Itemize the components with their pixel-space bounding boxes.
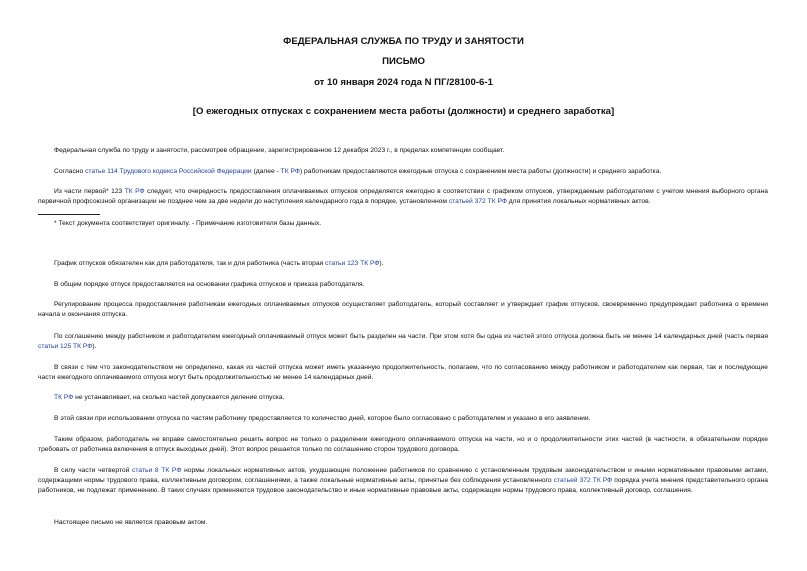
link-article-8-tk[interactable]: статьи 8 ТК РФ bbox=[132, 467, 182, 474]
paragraph-division-agreement bbox=[38, 332, 768, 352]
text: для принятия локальных нормативных актов. bbox=[506, 198, 651, 205]
link-article-123-tk[interactable]: статьи 123 ТК РФ bbox=[325, 260, 380, 267]
footnote-divider bbox=[38, 214, 100, 215]
text: порядка учета мнения представительного органа работников, не подлежат применению. В таких случаях применяются трудовое законодательство и иные нормативные правовые акты, содержащие нормы трудового права, коллективный договор, соглашения. bbox=[38, 477, 769, 494]
text: ). bbox=[379, 260, 384, 267]
paragraph-general-order: В общем порядке отпуск предоставляется на основании графика отпусков и приказа работодателя. bbox=[54, 281, 365, 288]
link-article-372-tk[interactable]: статьей 372 ТК РФ bbox=[553, 477, 613, 484]
document-type: ПИСЬМО bbox=[382, 56, 425, 67]
text: Из части первой* 123 bbox=[54, 188, 125, 195]
text: ). bbox=[92, 343, 97, 350]
paragraph-parts-duration: В связи с тем что законодательством не определено, какая из частей отпуска может иметь указанную продолжительность, полагаем, что по согласованию между работником и работодателем как первая, так и последующие части ежегодного оплачиваемого отпуска могут быть продолжительностью не менее 14 календарных дней. bbox=[38, 364, 768, 381]
text: следует, что очередность предоставления оплачиваемых отпусков определяется ежегодно в соответствии с графиком отпусков, утверждаемым работодателем с учетом мнения выборного органа первичной профсоюзной организации не позднее чем за две недели до наступления календарного года в порядке, установленном bbox=[38, 188, 769, 205]
paragraph-regulation: Регулирование процесса предоставления работникам ежегодных оплачиваемых отпусков осуществляет работодатель, который составляет и утверждает график отпусков, своевременно предупреждает работника о времени начала и окончания отпуска. bbox=[38, 301, 768, 318]
text: По соглашению между работником и работодателем ежегодный оплачиваемый отпуск может быть разделен на части. При этом хотя бы одна из частей этого отпуска должна быть не менее 14 календарных дней (часть первая bbox=[54, 333, 768, 340]
paragraph-parts-count bbox=[38, 393, 768, 403]
text: (далее - bbox=[251, 168, 281, 175]
text: Согласно bbox=[54, 168, 86, 175]
paragraph-local-acts bbox=[38, 466, 768, 496]
text: не устанавливает, на сколько частей допускается деление отпуска. bbox=[73, 394, 285, 401]
link-article-372-tk[interactable]: статьей 372 ТК РФ bbox=[448, 198, 507, 205]
paragraph-article-114 bbox=[38, 167, 768, 177]
footnote: * Текст документа соответствует оригиналу. - Примечание изготовителя базы данных. bbox=[54, 220, 322, 227]
link-article-114-tk[interactable]: статье 114 Трудового кодекса Российской Федерации bbox=[85, 168, 252, 175]
document-date-number: от 10 января 2024 года N ПГ/28100-6-1 bbox=[314, 77, 493, 88]
paragraph-article-123 bbox=[38, 187, 768, 207]
text: В силу части четвертой bbox=[54, 467, 133, 474]
paragraph-conclusion: Таким образом, работодатель не вправе самостоятельно решить вопрос не только о разделении ежегодного оплачиваемого отпуска на части, но и о продолжительности этих частей (в частности, в обязательном порядке требовать от работника включения в отпуск выходных дней). Этот вопрос решается только по соглашению сторон трудового договора. bbox=[38, 436, 768, 453]
paragraph-disclaimer: Настоящее письмо не является правовым актом. bbox=[54, 519, 208, 526]
text: нормы локальных нормативных актов, ухудшающие положение работников по сравнению с установленным трудовым законодательством и иными нормативными правовыми актами, содержащими нормы трудового права, коллективным договором, соглашениями, а также локальные нормативные акты, принятые без соблюдения установленного bbox=[38, 467, 768, 484]
paragraph-days-agreed: В этой связи при использовании отпуска по частям работнику предоставляется то количество дней, которое было согласовано с работодателем и указано в его заявлении. bbox=[54, 415, 591, 422]
link-tk-rf[interactable]: ТК РФ bbox=[124, 188, 145, 195]
issuing-authority: ФЕДЕРАЛЬНАЯ СЛУЖБА ПО ТРУДУ И ЗАНЯТОСТИ bbox=[283, 36, 524, 47]
text: График отпусков обязателен как для работодателя, так и для работника (часть вторая bbox=[54, 260, 326, 267]
paragraph-schedule-mandatory bbox=[38, 259, 768, 269]
link-article-125-tk[interactable]: статьи 125 ТК РФ bbox=[38, 343, 93, 350]
link-tk-rf[interactable]: ТК РФ bbox=[280, 168, 300, 175]
paragraph-intro: Федеральная служба по труду и занятости, рассмотрев обращение, зарегистрированное 12 декабря 2023 г., в пределах компетенции сообщает. bbox=[54, 147, 505, 154]
link-tk-rf[interactable]: ТК РФ bbox=[54, 394, 74, 401]
text: ) работникам предоставляются ежегодные отпуска с сохранением места работы (должности) и среднего заработка. bbox=[299, 168, 662, 175]
document-subject: [О ежегодных отпусках с сохранением места работы (должности) и среднего заработка] bbox=[192, 106, 615, 117]
